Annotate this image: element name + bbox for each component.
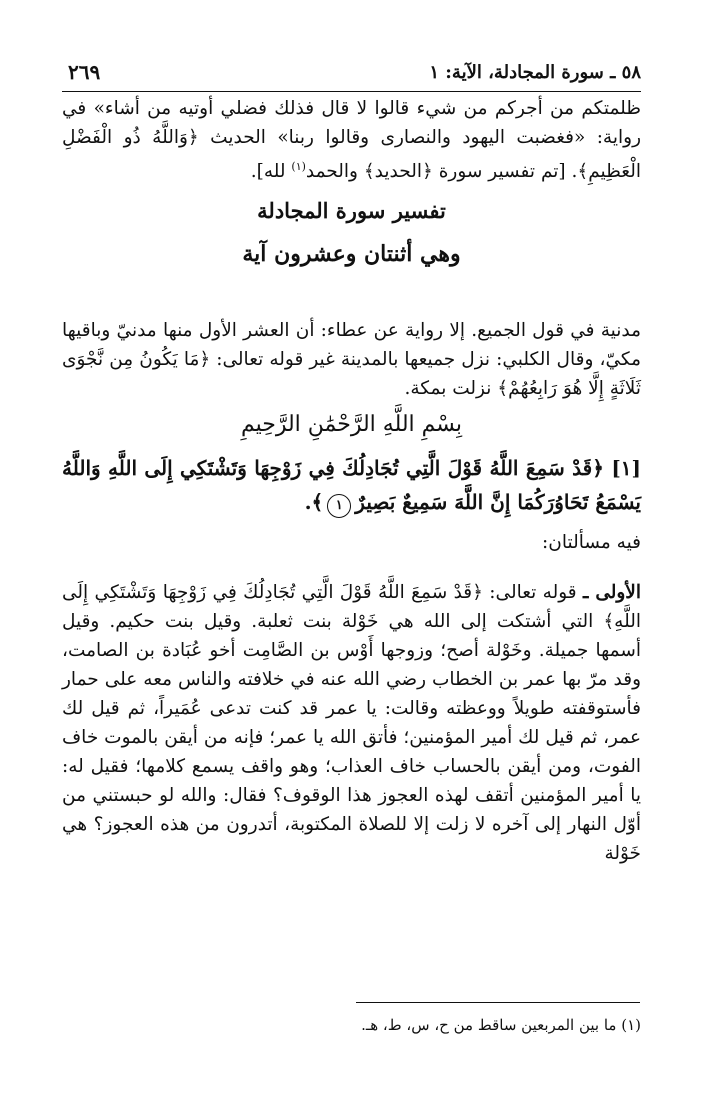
header-rule: [62, 91, 641, 92]
issues-subheading: فيه مسألتان:: [542, 532, 641, 554]
page-number: ٢٦٩: [68, 60, 101, 84]
footnote-rule: [356, 1002, 640, 1003]
verse-number: [١]: [611, 456, 641, 481]
verse-block: [١] ﴿قَدْ سَمِعَ اللَّهُ قَوْلَ الَّتِي تُجَادِلُكَ فِي زَوْجِهَا وَتَشْتَكِي إِلَى اللَّهِ وَاللَّهُ يَسْمَعُ تَحَاوُرَكُمَا إِنَّ اللَّهَ سَمِيعٌ بَصِيرٌ١﴾.: [62, 451, 641, 519]
first-issue-text: قوله تعالى: ﴿قَدْ سَمِعَ اللَّهُ قَوْلَ الَّتِي تُجَادِلُكَ فِي زَوْجِهَا وَتَشْتَكِي إِلَى اللَّهِ﴾ التي أشتكت إلى الله هي خَوْلة بنت ثعلبة. وقيل بنت حكيم. وقيل أسمها جميلة. وخَوْلة أصح؛ وزوجها أَوْس بن الصَّامِت أخو عُبَادة بن الصامت، وقد مرّ بها عمر بن الخطاب رضي الله عنه في خلافته والناس معه على حمار فأستوقفته طويلاً ووعظته وقالت: يا عمر قد كنت تدعى عُمَيراً، ثم قيل لك عمر، ثم قيل لك أمير المؤمنين؛ فأتق الله يا عمر؛ فإنه من أيقن بالموت خاف الفوت، ومن أيقن بالحساب خاف العذاب؛ وهو واقف يسمع كلامها؛ فقيل له: يا أمير المؤمنين أتقف لهذه العجوز هذا الوقوف؟ فقال: والله لو حبستني من أوّل النهار إلى آخره لا زلت إلا للصلاة المكتوبة، أتدرون من هذه العجوز؟ هي خَوْلة: [62, 581, 641, 864]
first-issue-paragraph: [62, 578, 641, 868]
basmala: بِسْمِ اللَّهِ الرَّحْمَٰنِ الرَّحِيمِ: [240, 412, 463, 438]
footnote-ref: (١): [291, 160, 306, 173]
verse-text: ﴿قَدْ سَمِعَ اللَّهُ قَوْلَ الَّتِي تُجَادِلُكَ فِي زَوْجِهَا وَتَشْتَكِي إِلَى اللَّهِ وَاللَّهُ يَسْمَعُ تَحَاوُرَكُمَا إِنَّ اللَّهَ سَمِيعٌ بَصِيرٌ: [62, 456, 641, 515]
verse-end-marker: ١: [327, 494, 351, 518]
running-title: ٥٨ ـ سورة المجادلة، الآية: ١: [429, 62, 641, 83]
intro-paragraph: مدنية في قول الجميع. إلا رواية عن عطاء: أن العشر الأول منها مدنيّ وباقيها مكيّ، وقال الكلبي: نزل جميعها بالمدينة غير قوله تعالى: ﴿مَا يَكُونُ مِن نَّجْوَى ثَلَاثَةٍ إِلَّا هُوَ رَابِعُهُمْ﴾ نزلت بمكة.: [62, 320, 641, 400]
footnote: (١) ما بين المربعين ساقط من ح، س، ط، هـ.: [361, 1016, 641, 1034]
page-body: [62, 94, 641, 868]
surah-heading: تفسير سورة المجادلة: [257, 198, 446, 224]
first-issue-label: الأولى ـ: [582, 581, 641, 603]
verse-count-heading: وهي أثنتان وعشرون آية: [242, 241, 461, 268]
paragraph-previous-surah: ظلمتكم من أجركم من شيء قالوا لا قال فذلك فضلي أوتيه من أشاء» في رواية: «فغضبت اليهود والنصارى وقالوا ربنا» الحديث ﴿وَاللَّهُ ذُو الْفَضْلِ الْعَظِيمِ﴾. [تم تفسير سورة ﴿الحديد﴾ والحمد$^{(١)}$ لله].: [62, 98, 641, 183]
page-header: [62, 58, 641, 92]
